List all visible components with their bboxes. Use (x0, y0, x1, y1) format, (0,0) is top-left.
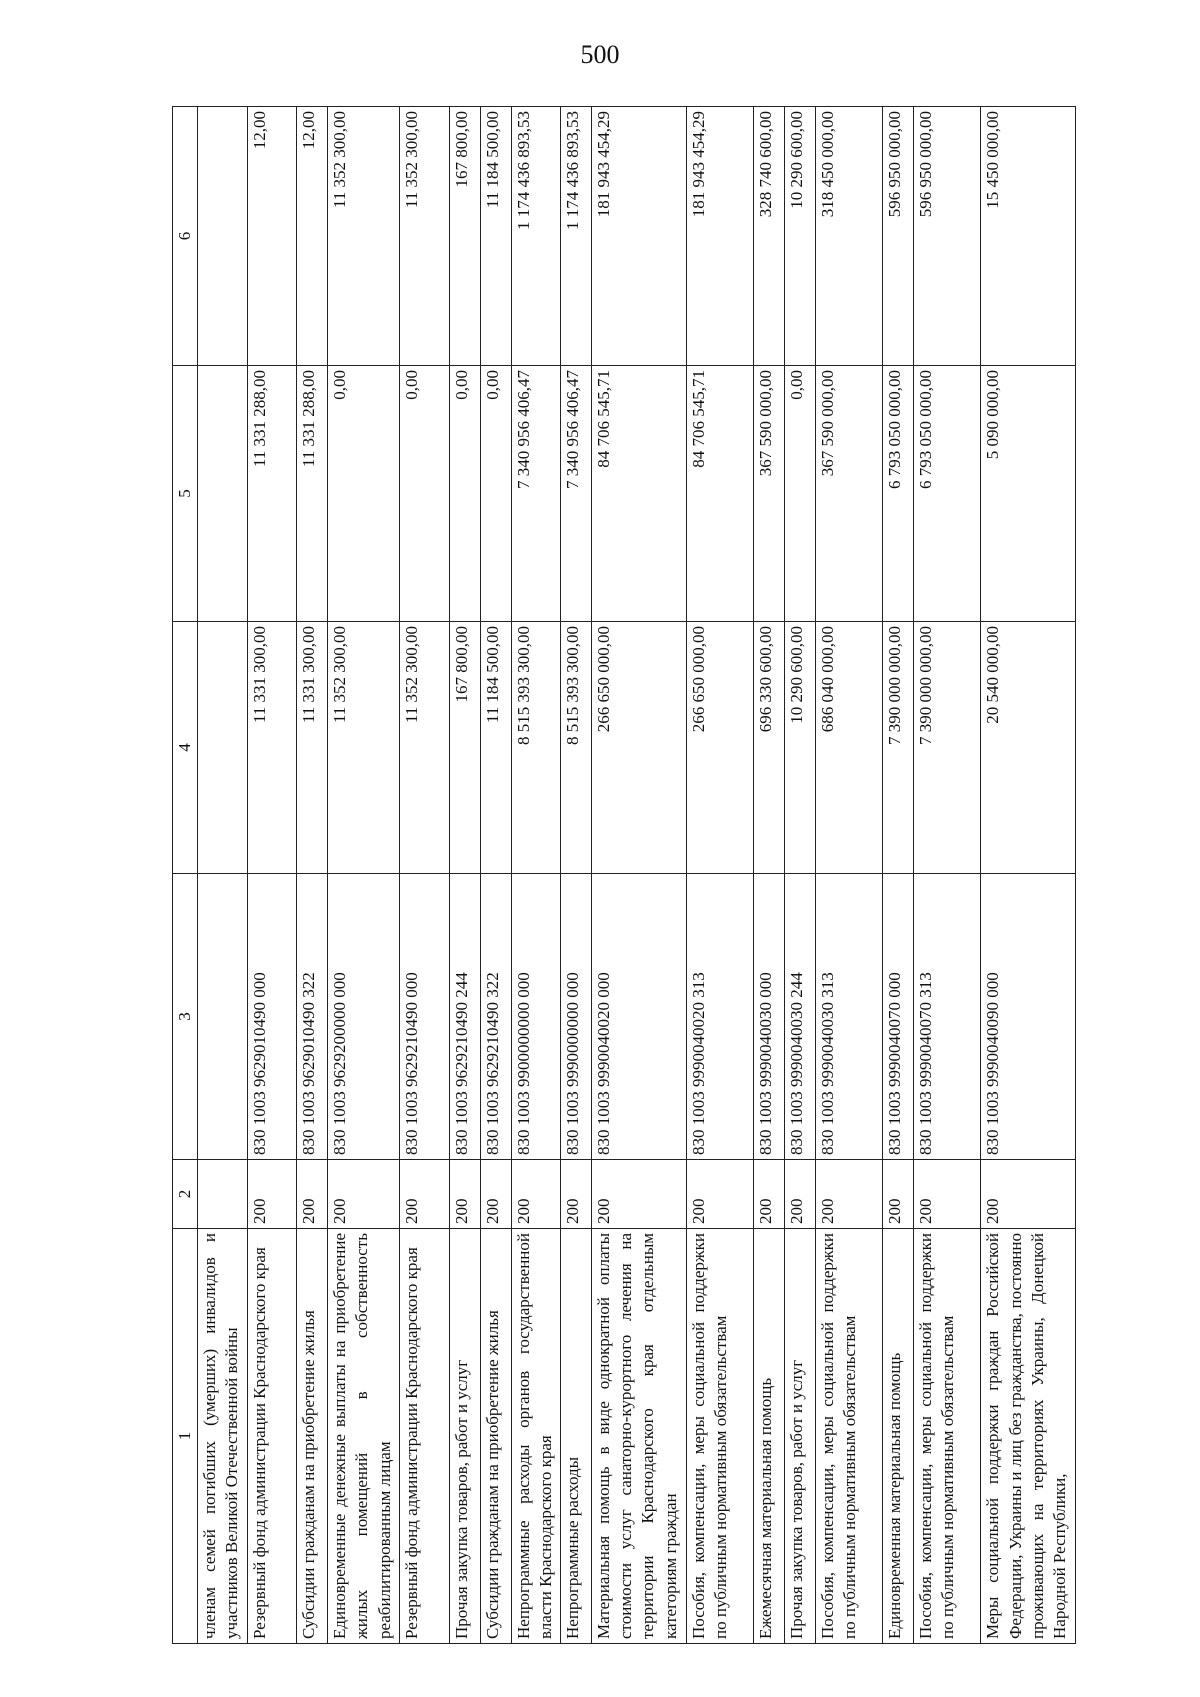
cell-name: Материальная помощь в виде однократной оплаты стоимости услуг санаторно-курортного лечения на территории Краснодарского края отдельным категориям граждан (592, 1229, 686, 1644)
table-row (815, 107, 882, 1644)
cell-name: Единовременные денежные выплаты на приобретение жилых помещений в собственность реабилитированным лицам (328, 1229, 400, 1644)
cell-name: Пособия, компенсации, меры социальной поддержки по публичным нормативным обязательствам (914, 1229, 981, 1644)
cell-code: 830 1003 9990040030 313 (815, 874, 882, 1160)
cell-name: членам семей погибших (умерших) инвалидов и участников Великой Отечественной войны (198, 1229, 248, 1644)
cell-diff: 11 352 300,00 (399, 107, 449, 366)
cell-plan: 10 290 600,00 (784, 622, 815, 874)
cell-name: Субсидии гражданам на приобретение жилья (297, 1229, 328, 1644)
cell-plan: 11 184 500,00 (480, 622, 511, 874)
cell-code: 830 1003 9629010490 322 (297, 874, 328, 1160)
cell-plan: 11 352 300,00 (328, 622, 400, 874)
cell-diff: 596 950 000,00 (883, 107, 914, 366)
cell-diff: 12,00 (247, 107, 297, 366)
header-row (173, 107, 198, 1644)
cell-plan: 7 390 000 000,00 (914, 622, 981, 874)
cell-plan: 11 331 300,00 (247, 622, 297, 874)
cell-grbs: 200 (883, 1160, 914, 1229)
cell-diff: 596 950 000,00 (914, 107, 981, 366)
cell-diff: 181 943 454,29 (686, 107, 753, 366)
cell-code: 830 1003 9990040030 244 (784, 874, 815, 1160)
cell-diff: 1 174 436 893,53 (561, 107, 592, 366)
cell-diff: 318 450 000,00 (815, 107, 882, 366)
cell-plan: 686 040 000,00 (815, 622, 882, 874)
page-number: 500 (580, 40, 620, 69)
cell-diff: 181 943 454,29 (592, 107, 686, 366)
cell-name: Прочая закупка товаров, работ и услуг (449, 1229, 480, 1644)
cell-code: 830 1003 9900000000 000 (511, 874, 561, 1160)
table-row (399, 107, 449, 1644)
cell-code (198, 874, 248, 1160)
table-row (753, 107, 784, 1644)
cell-fact: 0,00 (449, 366, 480, 622)
cell-code: 830 1003 9990040020 313 (686, 874, 753, 1160)
table-row (592, 107, 686, 1644)
table-row (449, 107, 480, 1644)
cell-fact: 0,00 (480, 366, 511, 622)
cell-code: 830 1003 9990000000 000 (561, 874, 592, 1160)
cell-grbs: 200 (511, 1160, 561, 1229)
cell-code: 830 1003 9990040030 000 (753, 874, 784, 1160)
cell-diff: 10 290 600,00 (784, 107, 815, 366)
cell-fact: 7 340 956 406,47 (511, 366, 561, 622)
table-row (686, 107, 753, 1644)
cell-name: Прочая закупка товаров, работ и услуг (784, 1229, 815, 1644)
cell-grbs: 200 (328, 1160, 400, 1229)
cell-code: 830 1003 9629010490 000 (247, 874, 297, 1160)
table-body (198, 107, 1076, 1644)
cell-grbs: 200 (784, 1160, 815, 1229)
column-header: 4 (173, 622, 198, 874)
rotated-table-container (172, 107, 1076, 1644)
cell-diff: 328 740 600,00 (753, 107, 784, 366)
cell-grbs: 200 (480, 1160, 511, 1229)
table-row (561, 107, 592, 1644)
cell-plan: 266 650 000,00 (686, 622, 753, 874)
cell-grbs: 200 (399, 1160, 449, 1229)
cell-fact: 0,00 (328, 366, 400, 622)
cell-code: 830 1003 9990040070 000 (883, 874, 914, 1160)
table-row (981, 107, 1076, 1644)
cell-plan: 696 330 600,00 (753, 622, 784, 874)
cell-code: 830 1003 9629210490 000 (399, 874, 449, 1160)
cell-name: Меры социальной поддержки граждан Российской Федерации, Украины и лиц без гражданства, постоянно проживающих на территориях Украины, Донецкой Народной Республики, (981, 1229, 1076, 1644)
cell-fact: 5 090 000,00 (981, 366, 1076, 622)
cell-diff (198, 107, 248, 366)
cell-fact: 84 706 545,71 (686, 366, 753, 622)
table-row (328, 107, 400, 1644)
column-header: 3 (173, 874, 198, 1160)
cell-fact: 367 590 000,00 (815, 366, 882, 622)
cell-grbs: 200 (753, 1160, 784, 1229)
table-row (247, 107, 297, 1644)
cell-name: Субсидии гражданам на приобретение жилья (480, 1229, 511, 1644)
cell-grbs: 200 (561, 1160, 592, 1229)
cell-name: Единовременная материальная помощь (883, 1229, 914, 1644)
cell-fact: 7 340 956 406,47 (561, 366, 592, 622)
cell-fact: 0,00 (784, 366, 815, 622)
cell-fact: 11 331 288,00 (247, 366, 297, 622)
table-row (784, 107, 815, 1644)
table-row (480, 107, 511, 1644)
table-row (198, 107, 248, 1644)
cell-diff: 1 174 436 893,53 (511, 107, 561, 366)
cell-fact: 367 590 000,00 (753, 366, 784, 622)
cell-fact: 84 706 545,71 (592, 366, 686, 622)
cell-plan: 8 515 393 300,00 (561, 622, 592, 874)
cell-fact (198, 366, 248, 622)
cell-diff: 12,00 (297, 107, 328, 366)
cell-plan: 11 352 300,00 (399, 622, 449, 874)
cell-plan (198, 622, 248, 874)
cell-fact: 6 793 050 000,00 (914, 366, 981, 622)
column-header: 2 (173, 1160, 198, 1229)
cell-name: Пособия, компенсации, меры социальной поддержки по публичным нормативным обязательствам (686, 1229, 753, 1644)
cell-fact: 6 793 050 000,00 (883, 366, 914, 622)
cell-name: Резервный фонд администрации Краснодарского края (399, 1229, 449, 1644)
cell-name: Резервный фонд администрации Краснодарского края (247, 1229, 297, 1644)
cell-code: 830 1003 9990040090 000 (981, 874, 1076, 1160)
budget-table (172, 106, 1076, 1644)
cell-plan: 8 515 393 300,00 (511, 622, 561, 874)
table-header (173, 107, 198, 1644)
cell-name: Пособия, компенсации, меры социальной поддержки по публичным нормативным обязательствам (815, 1229, 882, 1644)
cell-grbs: 200 (247, 1160, 297, 1229)
cell-plan: 7 390 000 000,00 (883, 622, 914, 874)
cell-grbs: 200 (815, 1160, 882, 1229)
cell-plan: 11 331 300,00 (297, 622, 328, 874)
table-row (511, 107, 561, 1644)
cell-plan: 167 800,00 (449, 622, 480, 874)
cell-grbs: 200 (914, 1160, 981, 1229)
cell-fact: 11 331 288,00 (297, 366, 328, 622)
cell-grbs: 200 (981, 1160, 1076, 1229)
cell-code: 830 1003 9629200000 000 (328, 874, 400, 1160)
cell-name: Непрограммные расходы органов государственной власти Краснодарского края (511, 1229, 561, 1644)
cell-name: Непрограммные расходы (561, 1229, 592, 1644)
table-row (883, 107, 914, 1644)
cell-code: 830 1003 9629210490 244 (449, 874, 480, 1160)
table-row (914, 107, 981, 1644)
cell-grbs: 200 (592, 1160, 686, 1229)
column-header: 1 (173, 1229, 198, 1644)
column-header: 6 (173, 107, 198, 366)
cell-grbs: 200 (297, 1160, 328, 1229)
cell-plan: 266 650 000,00 (592, 622, 686, 874)
table-row (297, 107, 328, 1644)
cell-grbs (198, 1160, 248, 1229)
cell-grbs: 200 (449, 1160, 480, 1229)
cell-diff: 15 450 000,00 (981, 107, 1076, 366)
cell-plan: 20 540 000,00 (981, 622, 1076, 874)
column-header: 5 (173, 366, 198, 622)
cell-fact: 0,00 (399, 366, 449, 622)
cell-code: 830 1003 9990040020 000 (592, 874, 686, 1160)
cell-diff: 167 800,00 (449, 107, 480, 366)
cell-diff: 11 184 500,00 (480, 107, 511, 366)
cell-diff: 11 352 300,00 (328, 107, 400, 366)
cell-code: 830 1003 9990040070 313 (914, 874, 981, 1160)
cell-code: 830 1003 9629210490 322 (480, 874, 511, 1160)
cell-name: Ежемесячная материальная помощь (753, 1229, 784, 1644)
cell-grbs: 200 (686, 1160, 753, 1229)
